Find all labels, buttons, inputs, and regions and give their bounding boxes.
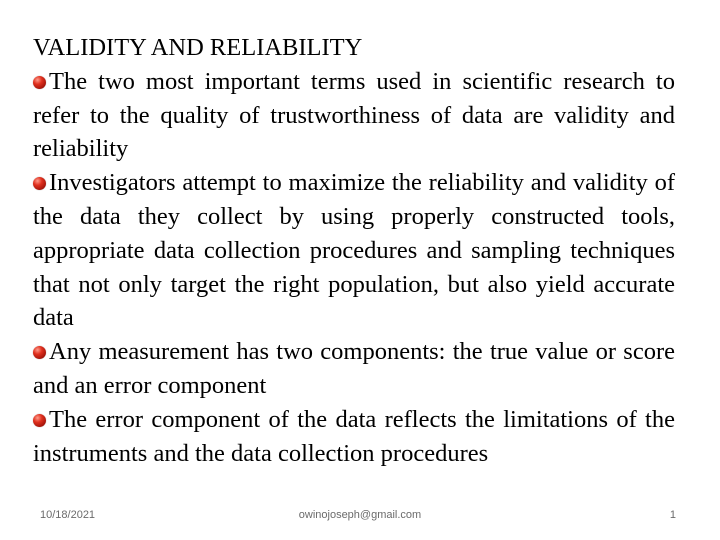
footer-email: owinojoseph@gmail.com [298,509,422,521]
bullet-text: The error component of the data reflects the limitations of the instruments and the data collection procedures [33,405,675,467]
slide-content [33,31,675,470]
bullet-point [33,403,675,471]
red-sphere-bullet-icon [33,346,46,359]
bullet-point [33,65,675,166]
bullet-text: Any measurement has two components: the true value or score and an error component [33,338,675,399]
bullet-point [33,335,675,403]
red-sphere-bullet-icon [33,414,46,427]
bullet-text: The two most important terms used in scientific research to refer to the quality of trustworthiness of data are validity and reliability [33,67,675,163]
footer-date: 10/18/2021 [40,509,96,521]
red-sphere-bullet-icon [33,76,46,89]
bullet-point [33,166,675,335]
red-sphere-bullet-icon [33,177,46,190]
slide-title: VALIDITY AND RELIABILITY [33,34,363,61]
bullet-text: Investigators attempt to maximize the reliability and validity of the data they collect by using properly constructed tools, appropriate data collection procedures and sampling techniques that not only target the right population, but also yield accurate data [33,169,675,332]
footer-page-number: 1 [669,509,676,521]
